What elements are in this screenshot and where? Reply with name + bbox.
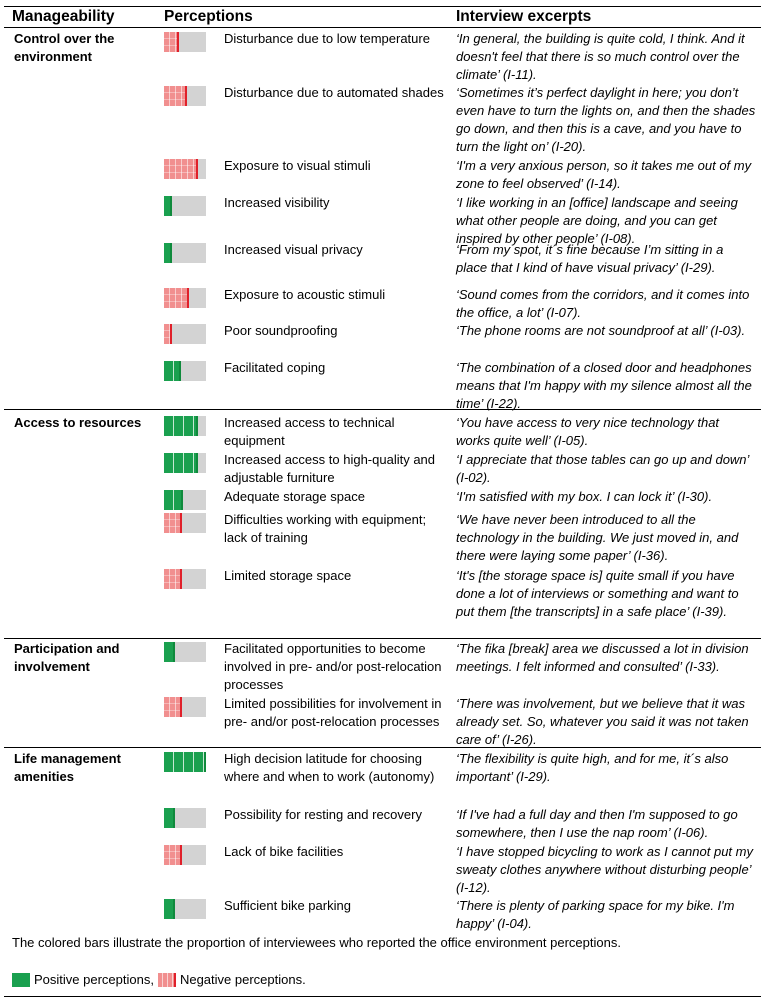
header-rule xyxy=(4,27,761,28)
interview-excerpt: ‘I appreciate that those tables can go up and down’ (I-02). xyxy=(456,452,749,485)
perception-text: Sufficient bike parking xyxy=(224,898,351,913)
perception-text: Increased access to high-quality and adjustable furniture xyxy=(224,452,436,485)
positive-proportion-bar xyxy=(164,416,206,436)
positive-proportion-bar xyxy=(164,243,206,263)
perception-text: Limited storage space xyxy=(224,568,352,583)
header-perceptions: Perceptions xyxy=(164,8,253,25)
negative-proportion-bar xyxy=(164,845,206,865)
perception-text: Increased visual privacy xyxy=(224,242,363,257)
proportion-fill xyxy=(164,324,172,344)
header-interview-excerpts: Interview excerpts xyxy=(456,8,592,25)
interview-excerpt: ‘There is plenty of parking space for my bike. I'm happy’ (I-04). xyxy=(456,898,735,931)
interview-excerpt: ‘It's [the storage space is] quite small if you have done a lot of interviews or something and want to put them [the transcripts] in a safe place’ (I-39). xyxy=(456,568,739,619)
positive-proportion-bar xyxy=(164,899,206,919)
interview-excerpt: ‘From my spot, it´s fine because I’m sitting in a place that I kind of have visual privacy’ (I-29). xyxy=(456,242,724,275)
negative-proportion-bar xyxy=(164,159,206,179)
category-label: Life management amenities xyxy=(14,751,121,784)
positive-proportion-bar xyxy=(164,453,206,473)
interview-excerpt: ‘I'm satisfied with my box. I can lock it’ (I-30). xyxy=(456,489,713,504)
proportion-fill xyxy=(164,86,187,106)
perception-text: Limited possibilities for involvement in pre- and/or post-relocation processes xyxy=(224,696,442,729)
interview-excerpt: ‘You have access to very nice technology that works quite well’ (I-05). xyxy=(456,415,720,448)
interview-excerpt: ‘In general, the building is quite cold, I think. And it doesn't feel that there is so much control over the climate’ (I-11). xyxy=(456,31,745,82)
group-divider xyxy=(4,747,761,748)
proportion-fill xyxy=(164,899,175,919)
category-label: Control over the environment xyxy=(14,31,115,64)
proportion-fill xyxy=(164,361,181,381)
proportion-fill xyxy=(164,642,175,662)
positive-proportion-bar xyxy=(164,808,206,828)
positive-proportion-bar xyxy=(164,490,206,510)
proportion-fill xyxy=(164,808,175,828)
perception-text: High decision latitude for choosing where and when to work (autonomy) xyxy=(224,751,435,784)
negative-proportion-bar xyxy=(164,569,206,589)
bottom-rule xyxy=(4,996,761,997)
legend-positive-label: Positive perceptions, xyxy=(34,972,154,987)
negative-proportion-bar xyxy=(164,324,206,344)
group-divider xyxy=(4,638,761,639)
perception-text: Increased visibility xyxy=(224,195,330,210)
interview-excerpt: ‘The flexibility is quite high, and for me, it´s also important’ (I-29). xyxy=(456,751,729,784)
category-label: Access to resources xyxy=(14,415,142,430)
proportion-fill xyxy=(164,697,182,717)
group-divider xyxy=(4,409,761,410)
interview-excerpt: ‘The phone rooms are not soundproof at all’ (I-03). xyxy=(456,323,746,338)
positive-proportion-bar xyxy=(164,642,206,662)
negative-proportion-bar xyxy=(164,32,206,52)
positive-swatch-icon xyxy=(12,973,30,987)
interview-excerpt: ‘There was involvement, but we believe that it was already set. So, whatever you said it was not taken care of’ (I-26). xyxy=(456,696,749,747)
proportion-fill xyxy=(164,196,172,216)
legend-negative-label: Negative perceptions. xyxy=(179,972,306,987)
perception-text: Difficulties working with equipment; lack of training xyxy=(224,512,427,545)
perception-text: Facilitated coping xyxy=(224,360,326,375)
interview-excerpt: ‘I like working in an [office] landscape and seeing what other people are doing, and you can get inspired by other people’ (I-08). xyxy=(456,195,738,246)
perception-text: Disturbance due to low temperature xyxy=(224,31,430,46)
proportion-fill xyxy=(164,416,198,436)
perception-text: Facilitated opportunities to become involved in pre- and/or post-relocation processes xyxy=(224,641,442,692)
proportion-fill xyxy=(164,288,189,308)
perception-text: Poor soundproofing xyxy=(224,323,338,338)
category-label: Participation and involvement xyxy=(14,641,120,674)
interview-excerpt: ‘Sometimes it’s perfect daylight in here; you don’t even have to turn the lights on, and then the shades go down, and then this is a cave, and you have to turn the light on’ (I-20). xyxy=(456,85,756,154)
negative-proportion-bar xyxy=(164,513,206,533)
proportion-fill xyxy=(164,513,182,533)
positive-proportion-bar xyxy=(164,752,206,772)
proportion-fill xyxy=(164,752,206,772)
proportion-fill xyxy=(164,243,172,263)
negative-proportion-bar xyxy=(164,697,206,717)
positive-proportion-bar xyxy=(164,196,206,216)
header-manageability: Manageability xyxy=(12,8,115,25)
perception-text: Lack of bike facilities xyxy=(224,844,344,859)
perception-text: Adequate storage space xyxy=(224,489,365,504)
proportion-fill xyxy=(164,453,198,473)
interview-excerpt: ‘I have stopped bicycling to work as I cannot put my sweaty clothes anywhere without disturbing people’ (I-12). xyxy=(456,844,753,895)
perception-text: Disturbance due to automated shades xyxy=(224,85,444,100)
proportion-fill xyxy=(164,845,182,865)
perception-text: Exposure to visual stimuli xyxy=(224,158,371,173)
positive-proportion-bar xyxy=(164,361,206,381)
perception-text: Possibility for resting and recovery xyxy=(224,807,422,822)
interview-excerpt: ‘The combination of a closed door and headphones means that I'm happy with my silence almost all the time’ (I-22). xyxy=(456,360,752,411)
negative-proportion-bar xyxy=(164,86,206,106)
proportion-fill xyxy=(164,490,183,510)
interview-excerpt: ‘We have never been introduced to all the technology in the building. We just moved in, and there were laying some paper’ (I-36). xyxy=(456,512,739,563)
legend xyxy=(12,972,306,987)
interview-excerpt: ‘I'm a very anxious person, so it takes me out of my zone to feel observed’ (I-14). xyxy=(456,158,752,191)
interview-excerpt: ‘Sound comes from the corridors, and it comes into the office, a lot’ (I-07). xyxy=(456,287,750,320)
proportion-fill xyxy=(164,159,198,179)
table-note: The colored bars illustrate the proportion of interviewees who reported the office environment perceptions. xyxy=(12,935,621,950)
negative-proportion-bar xyxy=(164,288,206,308)
interview-excerpt: ‘The fika [break] area we discussed a lot in division meetings. I felt informed and consulted’ (I-33). xyxy=(456,641,749,674)
proportion-fill xyxy=(164,32,179,52)
proportion-fill xyxy=(164,569,182,589)
negative-swatch-icon xyxy=(158,973,176,987)
top-rule xyxy=(4,6,761,7)
perception-text: Exposure to acoustic stimuli xyxy=(224,287,386,302)
interview-excerpt: ‘If I've had a full day and then I'm supposed to go somewhere, then I use the nap room’ (I-06). xyxy=(456,807,738,840)
perception-text: Increased access to technical equipment xyxy=(224,415,395,448)
